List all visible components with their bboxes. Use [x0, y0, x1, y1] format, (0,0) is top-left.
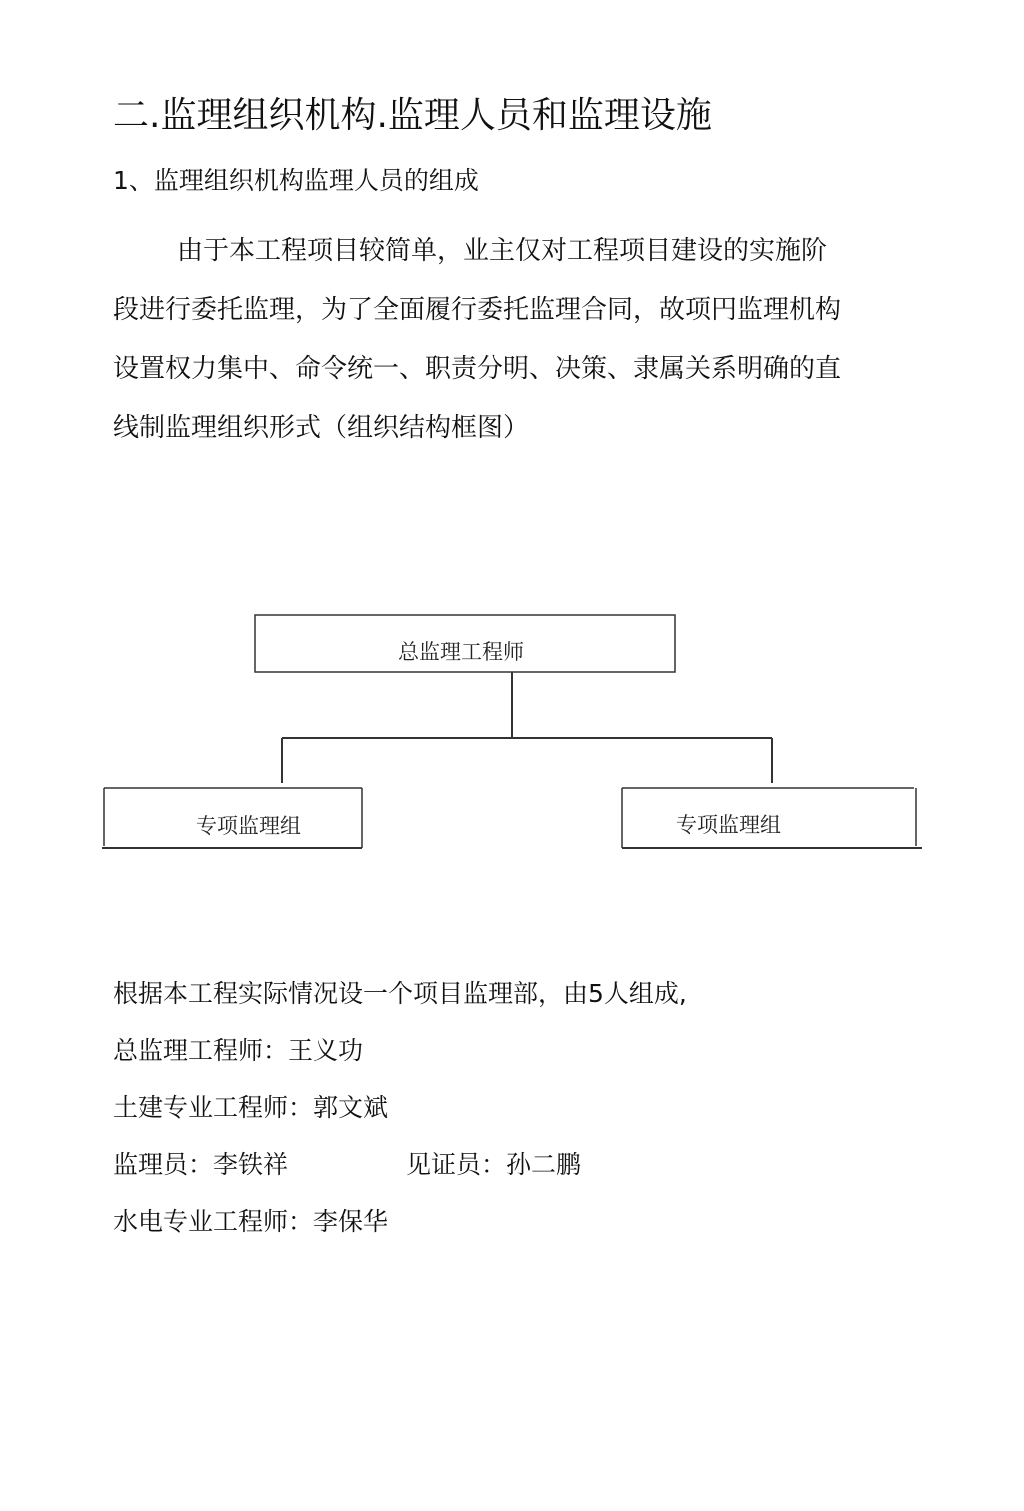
- staff-witness: 见证员：孙二鹏: [406, 1150, 582, 1179]
- org-chart: [0, 600, 1024, 870]
- paragraph-line-3: 设置权力集中、命令统一、职责分明、决策、隶属关系明确的直: [113, 354, 842, 384]
- staff-intro: 根据本工程实际情况设一个项目监理部，由5人组成,: [113, 979, 687, 1008]
- staff-supervisor-row: [113, 1148, 581, 1182]
- paragraph-line-1: 由于本工程项目较简单，业主仅对工程项目建设的实施阶: [177, 236, 828, 266]
- staff-hydro-engineer: 水电专业工程师：李保华: [113, 1207, 389, 1236]
- body-paragraph: [113, 222, 883, 458]
- subsection-heading: 1、监理组织机构监理人员的组成: [113, 166, 479, 195]
- staff-chief-engineer: 总监理工程师：王义功: [113, 1036, 364, 1065]
- left-node-label: 专项监理组: [196, 814, 301, 838]
- section-heading: 二.监理组织机构.监理人员和监理设施: [113, 95, 712, 136]
- paragraph-line-2: 段进行委托监理，为了全面履行委托监理合同，故项円监理机构: [113, 295, 842, 325]
- top-node-label: 总监理工程师: [398, 640, 524, 664]
- right-node-label: 专项监理组: [676, 813, 781, 837]
- staff-civil-engineer: 土建专业工程师：郭文斌: [113, 1093, 389, 1122]
- paragraph-line-4: 线制监理组织形式（组织结构框图）: [113, 413, 530, 443]
- staff-supervisor: 监理员：李铁祥: [113, 1150, 289, 1179]
